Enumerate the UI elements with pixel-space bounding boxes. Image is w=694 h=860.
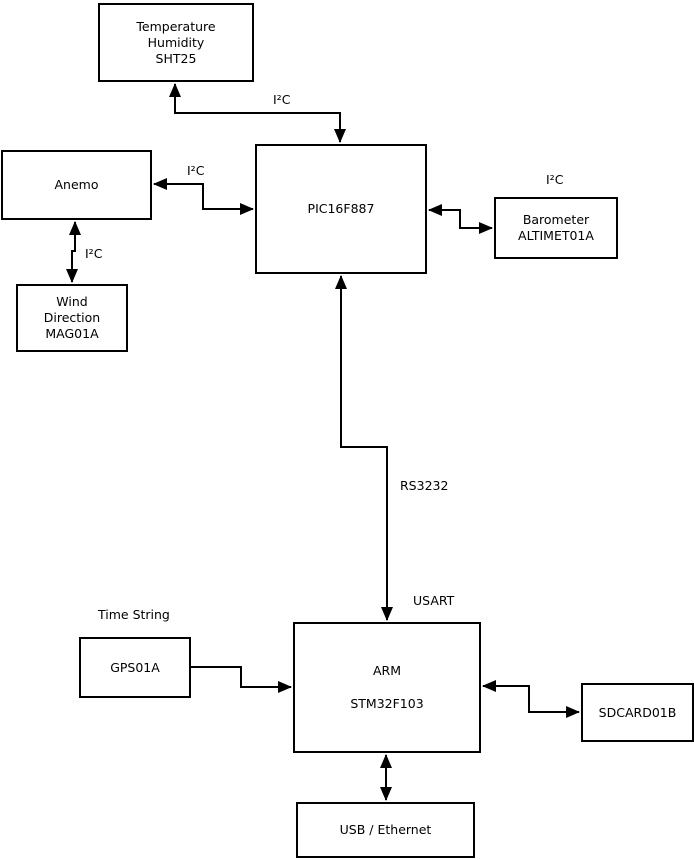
node-label-line: Temperature [136,18,216,34]
node-arm-stm32f103 [293,622,481,753]
edge-anemo-pic [154,184,253,209]
edge-label-time-string: Time String [98,607,170,622]
node-usb-ethernet [296,802,475,858]
node-label-line: USB / Ethernet [339,822,432,837]
edge-label-rs3232: RS3232 [400,478,449,493]
node-pic16f887 [255,144,427,274]
node-label-line: ALTIMET01A [518,228,594,243]
node-label-line: STM32F103 [350,696,424,711]
edge-pic-barometer [429,210,492,228]
node-gps01a [79,637,191,698]
node-temperature-humidity-sht25 [98,3,254,82]
node-sdcard01b [581,683,694,742]
edge-arm-sdcard [483,686,579,712]
edge-anemo-wind [72,222,75,282]
node-barometer-altimet01a [494,197,618,259]
node-label-line: Humidity [147,34,205,50]
node-label-line: PIC16F887 [307,201,375,216]
edge-label-i2c-sht25: I²C [273,92,291,107]
node-label-line: Wind [56,294,88,309]
edge-label-usart: USART [413,593,455,608]
edge-pic-sht25 [175,84,340,142]
edge-gps-arm [190,667,291,687]
edge-label-i2c-wind-direction: I²C [85,246,103,261]
node-anemo [1,150,152,220]
node-wind-direction-mag01a [16,284,128,352]
edge-label-i2c-barometer: I²C [546,172,564,187]
node-label-line: Direction [43,310,101,325]
node-label-line: Barometer [522,212,590,227]
node-label-line: SHT25 [155,50,197,66]
edge-pic-arm [341,276,387,620]
node-label-line: SDCARD01B [598,704,677,720]
node-label-line: MAG01A [45,326,99,341]
edge-label-i2c-anemo: I²C [187,163,205,178]
node-label-line: ARM [372,663,402,678]
node-label-line: GPS01A [110,659,160,675]
node-label-line: Anemo [54,177,99,192]
